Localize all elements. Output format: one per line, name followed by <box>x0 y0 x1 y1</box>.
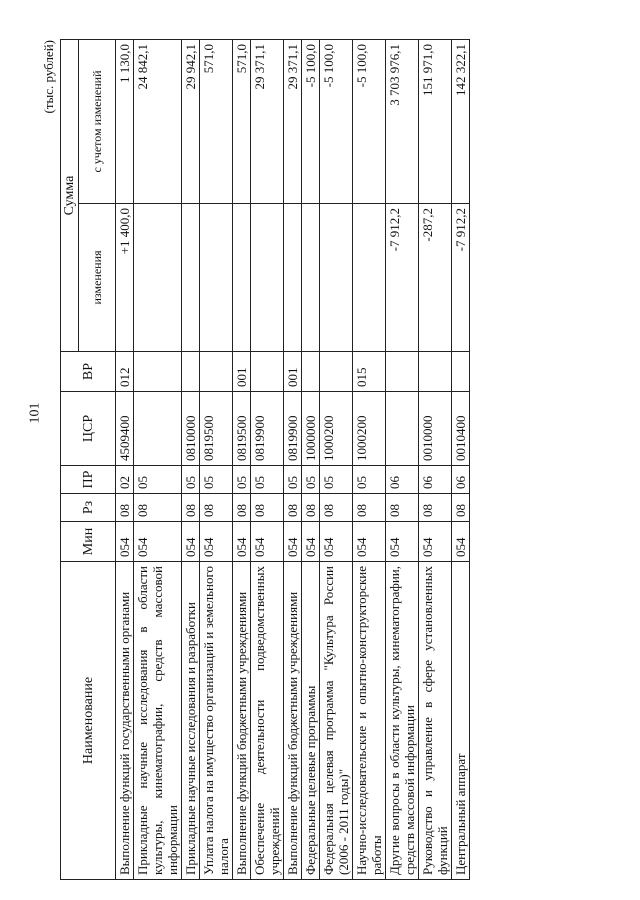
table-row <box>452 40 470 880</box>
cell-vr <box>386 352 419 392</box>
header-pr: ПР <box>61 466 116 494</box>
cell-pr: 05 <box>284 466 302 494</box>
cell-vr <box>320 352 353 392</box>
cell-csr: 1000000 <box>302 392 320 466</box>
table-row <box>353 40 386 880</box>
table-row <box>320 40 353 880</box>
cell-name: Федеральные целевые программы <box>302 562 320 880</box>
cell-pr: 06 <box>419 466 452 494</box>
cell-name: Другие вопросы в области культуры, кинематографии, средств массовой информации <box>386 562 419 880</box>
cell-csr: 1000200 <box>320 392 353 466</box>
cell-pr: 05 <box>320 466 353 494</box>
table-body <box>116 40 470 880</box>
cell-vr: 015 <box>353 352 386 392</box>
cell-min: 054 <box>419 522 452 562</box>
cell-rz: 08 <box>452 494 470 522</box>
cell-name: Прикладные научные исследования и разработки <box>182 562 200 880</box>
cell-name: Выполнение функций государственными органами <box>116 562 134 880</box>
page-number-text: 101 <box>27 402 42 424</box>
cell-csr <box>386 392 419 466</box>
cell-csr: 0819500 <box>233 392 251 466</box>
table-row <box>302 40 320 880</box>
cell-change <box>134 204 182 352</box>
rotated-sheet <box>40 40 580 880</box>
cell-min: 054 <box>251 522 284 562</box>
header-vr: ВР <box>61 352 116 392</box>
cell-csr: 0819500 <box>200 392 233 466</box>
cell-rz: 08 <box>200 494 233 522</box>
cell-name: Выполнение функций бюджетными учреждениями <box>233 562 251 880</box>
cell-vr <box>302 352 320 392</box>
cell-name: Центральный аппарат <box>452 562 470 880</box>
cell-vr <box>182 352 200 392</box>
cell-total: 24 842,1 <box>134 40 182 204</box>
cell-pr: 06 <box>386 466 419 494</box>
cell-vr: 012 <box>116 352 134 392</box>
table-row <box>251 40 284 880</box>
table-row <box>182 40 200 880</box>
cell-pr: 05 <box>182 466 200 494</box>
table-row <box>134 40 182 880</box>
cell-rz: 08 <box>284 494 302 522</box>
units-note: (тыс. рублей) <box>41 40 56 114</box>
cell-total: -5 100,0 <box>320 40 353 204</box>
table-row <box>419 40 452 880</box>
header-name: Наименование <box>61 562 116 880</box>
cell-pr: 05 <box>302 466 320 494</box>
cell-min: 054 <box>452 522 470 562</box>
cell-rz: 08 <box>233 494 251 522</box>
cell-name: Руководство и управление в сфере установленных функций <box>419 562 452 880</box>
cell-csr: 0010000 <box>419 392 452 466</box>
cell-csr: 0819900 <box>284 392 302 466</box>
cell-change <box>251 204 284 352</box>
cell-total: 571,0 <box>233 40 251 204</box>
table-row <box>386 40 419 880</box>
cell-change: -287,2 <box>419 204 452 352</box>
table-row <box>116 40 134 880</box>
cell-rz: 08 <box>134 494 182 522</box>
cell-csr: 4509400 <box>116 392 134 466</box>
header-min: Мин <box>61 522 116 562</box>
table-row <box>284 40 302 880</box>
cell-vr <box>419 352 452 392</box>
cell-total: 142 322,1 <box>452 40 470 204</box>
cell-min: 054 <box>386 522 419 562</box>
cell-min: 054 <box>116 522 134 562</box>
cell-vr: 001 <box>284 352 302 392</box>
cell-rz: 08 <box>353 494 386 522</box>
cell-pr: 05 <box>200 466 233 494</box>
cell-total: 29 371,1 <box>251 40 284 204</box>
cell-csr: 0810000 <box>182 392 200 466</box>
cell-change: -7 912,2 <box>452 204 470 352</box>
cell-min: 054 <box>320 522 353 562</box>
cell-total: 571,0 <box>200 40 233 204</box>
cell-name: Научно-исследовательские и опытно-конструкторские работы <box>353 562 386 880</box>
cell-change <box>233 204 251 352</box>
cell-total: 29 371,1 <box>284 40 302 204</box>
cell-rz: 08 <box>182 494 200 522</box>
header-rz: Рз <box>61 494 116 522</box>
cell-min: 054 <box>134 522 182 562</box>
cell-change <box>353 204 386 352</box>
cell-change <box>182 204 200 352</box>
cell-vr <box>251 352 284 392</box>
cell-rz: 08 <box>251 494 284 522</box>
cell-name: Уплата налога на имущество организаций и земельного налога <box>200 562 233 880</box>
cell-rz: 08 <box>302 494 320 522</box>
table-row <box>200 40 233 880</box>
cell-name: Обеспечение деятельности подведомственных учреждений <box>251 562 284 880</box>
cell-min: 054 <box>233 522 251 562</box>
cell-total: -5 100,0 <box>353 40 386 204</box>
cell-pr: 05 <box>251 466 284 494</box>
cell-rz: 08 <box>419 494 452 522</box>
cell-pr: 06 <box>452 466 470 494</box>
cell-min: 054 <box>284 522 302 562</box>
table-row <box>233 40 251 880</box>
cell-name: Выполнение функций бюджетными учреждениями <box>284 562 302 880</box>
cell-rz: 08 <box>116 494 134 522</box>
cell-vr <box>200 352 233 392</box>
budget-table <box>60 39 470 880</box>
table-header <box>61 40 116 880</box>
header-sum: Сумма <box>61 40 79 352</box>
cell-vr <box>452 352 470 392</box>
cell-total: -5 100,0 <box>302 40 320 204</box>
cell-change: -7 912,2 <box>386 204 419 352</box>
cell-csr: 0819900 <box>251 392 284 466</box>
cell-min: 054 <box>302 522 320 562</box>
cell-rz: 08 <box>320 494 353 522</box>
cell-csr: 0010400 <box>452 392 470 466</box>
cell-rz: 08 <box>386 494 419 522</box>
header-with-changes: с учетом изменений <box>79 40 116 204</box>
cell-total: 3 703 976,1 <box>386 40 419 204</box>
cell-change <box>320 204 353 352</box>
cell-pr: 05 <box>233 466 251 494</box>
cell-csr <box>134 392 182 466</box>
cell-pr: 05 <box>353 466 386 494</box>
cell-pr: 05 <box>134 466 182 494</box>
cell-change <box>284 204 302 352</box>
header-csr: ЦСР <box>61 392 116 466</box>
cell-pr: 02 <box>116 466 134 494</box>
cell-name: Федеральная целевая программа "Культура России (2006 - 2011 годы)" <box>320 562 353 880</box>
cell-name: Прикладные научные исследования в области культуры, кинематографии, средств массовой информации <box>134 562 182 880</box>
cell-csr: 1000200 <box>353 392 386 466</box>
cell-total: 151 971,0 <box>419 40 452 204</box>
cell-vr <box>134 352 182 392</box>
header-changes: изменения <box>79 204 116 352</box>
cell-vr: 001 <box>233 352 251 392</box>
cell-min: 054 <box>200 522 233 562</box>
cell-change: +1 400,0 <box>116 204 134 352</box>
cell-change <box>200 204 233 352</box>
cell-change <box>302 204 320 352</box>
cell-total: 29 942,1 <box>182 40 200 204</box>
cell-min: 054 <box>182 522 200 562</box>
cell-total: 1 130,0 <box>116 40 134 204</box>
cell-min: 054 <box>353 522 386 562</box>
